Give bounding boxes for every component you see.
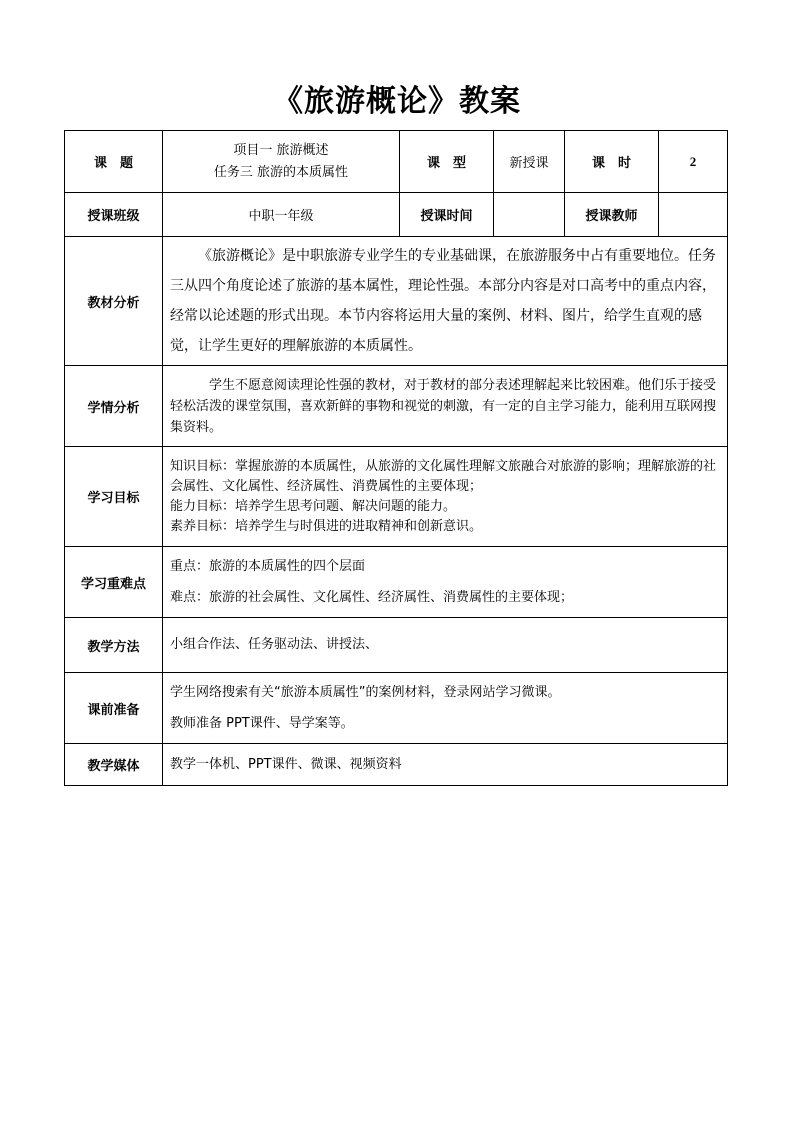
students-content bbox=[163, 366, 728, 447]
goals-row bbox=[65, 447, 728, 547]
methods-row bbox=[65, 618, 728, 673]
document-title: 《旅游概论》教案 bbox=[273, 84, 521, 119]
course-value-line1: 项目一 旅游概述 bbox=[233, 142, 329, 158]
class-row bbox=[65, 193, 728, 237]
students-text: 学生不愿意阅读理论性强的教材，对于教材的部分表述理解起来比较困难。他们乐于接受轻松活泼的课堂氛围，喜欢新鲜的事物和视觉的刺激，有一定的自主学习能力，能利用互联网搜集资料。 bbox=[170, 377, 717, 435]
students-row bbox=[65, 366, 728, 447]
teacher-value bbox=[659, 193, 728, 237]
material-text: 《旅游概论》是中职旅游专业学生的专业基础课，在旅游服务中占有重要地位。任务三从四个角度论述了旅游的基本属性，理论性强。本部分内容是对口高考中的重点内容，经常以论述题的形式出现。本节内容将运用大量的案例、材料、图片，给学生直观的感觉，让学生更好的理解旅游的本质属性。 bbox=[170, 248, 716, 354]
class-label: 授课班级 bbox=[65, 193, 163, 237]
type-label: 课 型 bbox=[400, 131, 494, 193]
media-content bbox=[163, 744, 728, 786]
course-label: 课 题 bbox=[65, 131, 163, 193]
header-row bbox=[65, 131, 728, 193]
hours-label: 课 时 bbox=[565, 131, 659, 193]
key-point: 重点：旅游的本质属性的四个层面 bbox=[170, 559, 366, 574]
media-label: 教学媒体 bbox=[65, 744, 163, 786]
teacher-label: 授课教师 bbox=[565, 193, 659, 237]
goals-content bbox=[163, 447, 728, 547]
time-label: 授课时间 bbox=[400, 193, 494, 237]
key-points-label: 学习重难点 bbox=[65, 547, 163, 618]
prep-student: 学生网络搜索有关“旅游本质属性”的案例材料，登录网站学习微课。 bbox=[170, 685, 561, 700]
course-value-line2: 任务三 旅游的本质属性 bbox=[213, 164, 349, 180]
prep-row bbox=[65, 673, 728, 744]
lesson-plan-table bbox=[64, 130, 728, 786]
hours-value: 2 bbox=[659, 131, 728, 193]
type-value: 新授课 bbox=[494, 131, 565, 193]
material-label: 教材分析 bbox=[65, 237, 163, 366]
prep-content bbox=[163, 673, 728, 744]
class-value: 中职一年级 bbox=[163, 193, 400, 237]
prep-teacher: 教师准备 PPT课件、导学案等。 bbox=[170, 716, 354, 731]
difficult-point: 难点：旅游的社会属性、文化属性、经济属性、消费属性的主要体现； bbox=[170, 590, 574, 605]
material-content bbox=[163, 237, 728, 366]
goals-label: 学习目标 bbox=[65, 447, 163, 547]
methods-text: 小组合作法、任务驱动法、讲授法、 bbox=[170, 637, 379, 652]
goals-knowledge: 知识目标：掌握旅游的本质属性，从旅游的文化属性理解文旅融合对旅游的影响；理解旅游的社会属性、文化属性、经济属性、消费属性的主要体现； bbox=[170, 458, 717, 494]
students-label: 学情分析 bbox=[65, 366, 163, 447]
methods-label: 教学方法 bbox=[65, 618, 163, 673]
key-points-content bbox=[163, 547, 728, 618]
goals-quality: 素养目标：培养学生与时俱进的进取精神和创新意识。 bbox=[170, 518, 483, 534]
goals-ability: 能力目标：培养学生思考问题、解决问题的能力。 bbox=[170, 498, 457, 514]
prep-label: 课前准备 bbox=[65, 673, 163, 744]
media-row bbox=[65, 744, 728, 786]
media-text: 教学一体机、PPT课件、微课、视频资料 bbox=[170, 756, 402, 772]
methods-content bbox=[163, 618, 728, 673]
material-row bbox=[65, 237, 728, 366]
course-value bbox=[163, 131, 400, 193]
key-points-row bbox=[65, 547, 728, 618]
time-value bbox=[494, 193, 565, 237]
